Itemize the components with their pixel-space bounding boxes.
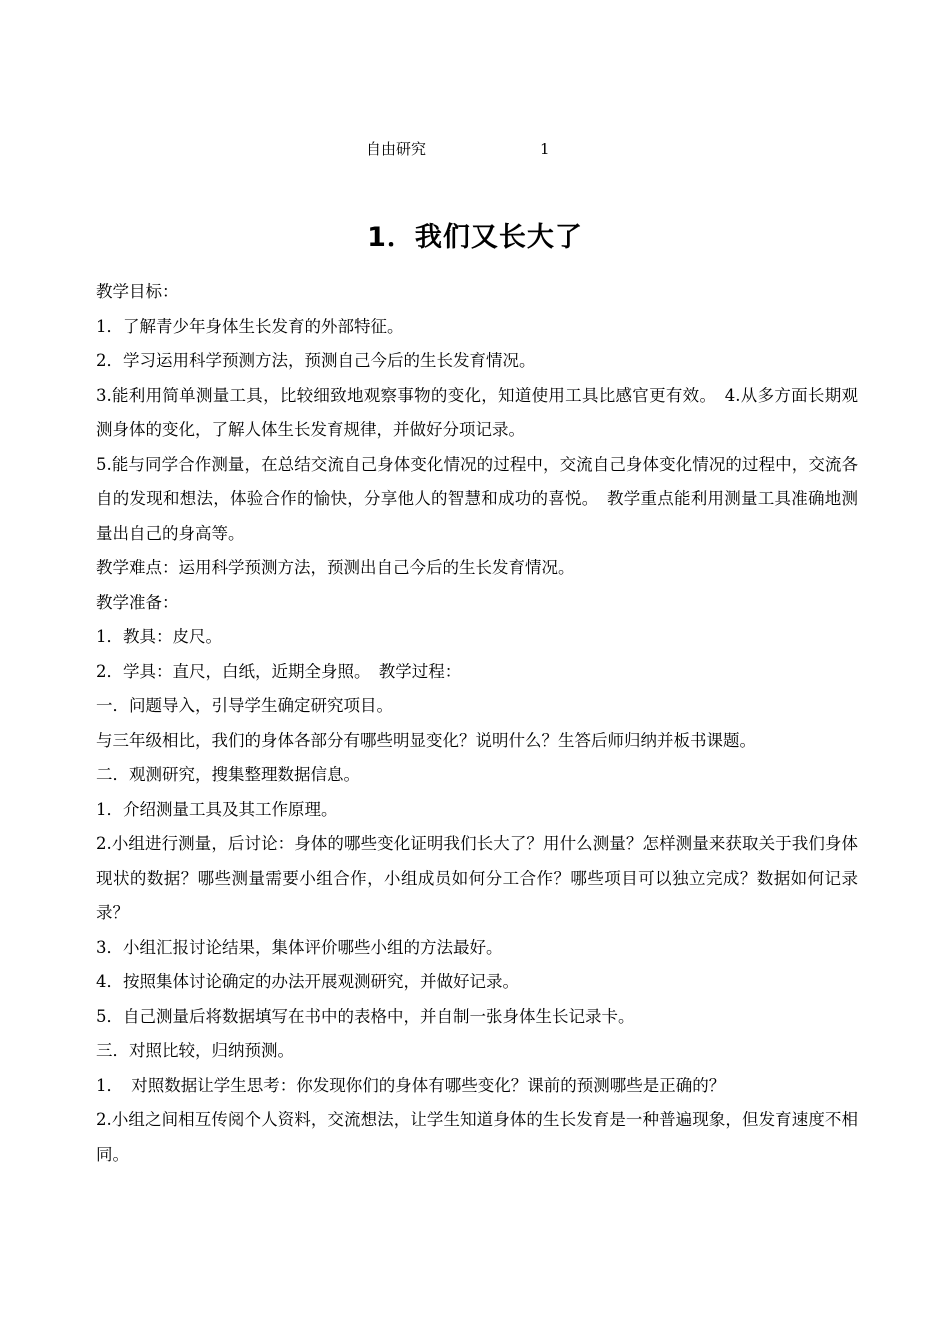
- header-label: 自由研究: [366, 140, 427, 158]
- paragraph: 教学目标：: [96, 282, 179, 301]
- paragraph: 5．自己测量后将数据填写在书中的表格中，并自制一张身体生长记录卡。: [96, 1006, 635, 1026]
- paragraph: 3.能利用简单测量工具，比较细致地观察事物的变化，知道使用工具比感官更有效。 4.从多方面长期观测身体的变化，了解人体生长发育规律，并做好分项记录。: [96, 385, 858, 439]
- paragraph: 与三年级相比，我们的身体各部分有哪些明显变化？说明什么？生答后师归纳并板书课题。: [96, 730, 756, 750]
- paragraph: 1． 对照数据让学生思考：你发现你们的身体有哪些变化？课前的预测哪些是正确的？: [96, 1075, 726, 1095]
- paragraph: 二．观测研究，搜集整理数据信息。: [96, 765, 360, 784]
- paragraph: 2．学习运用科学预测方法，预测自己今后的生长发育情况。: [96, 351, 536, 370]
- paragraph: 教学难点：运用科学预测方法，预测出自己今后的生长发育情况。: [96, 558, 575, 577]
- paragraph: 教学准备：: [96, 592, 179, 612]
- paragraph: 2．学具：直尺，白纸，近期全身照。 教学过程：: [96, 661, 462, 681]
- paragraph: 2.小组进行测量，后讨论：身体的哪些变化证明我们长大了？用什么测量？怎样测量来获取关于我们身体现状的数据？哪些测量需要小组合作，小组成员如何分工合作？哪些项目可以独立完成？数据如何记录录？: [96, 834, 858, 922]
- paragraph: 1．介绍测量工具及其工作原理。: [96, 799, 338, 819]
- document-body: [96, 275, 858, 1172]
- paragraph: 4．按照集体讨论确定的办法开展观测研究，并做好记录。: [96, 972, 519, 991]
- header-page-number: 1: [540, 140, 550, 158]
- page-title: 1．我们又长大了: [367, 222, 583, 253]
- paragraph: 3．小组汇报讨论结果，集体评价哪些小组的方法最好。: [96, 937, 503, 957]
- page-header: [366, 138, 550, 160]
- paragraph: 1．教具：皮尺。: [96, 627, 222, 646]
- paragraph: 一．问题导入，引导学生确定研究项目。: [96, 696, 393, 715]
- paragraph: 三．对照比较，归纳预测。: [96, 1041, 294, 1060]
- paragraph: 1．了解青少年身体生长发育的外部特征。: [96, 316, 404, 336]
- paragraph: 5.能与同学合作测量，在总结交流自己身体变化情况的过程中，交流自己身体变化情况的过程中，交流各自的发现和想法，体验合作的愉快，分享他人的智慧和成功的喜悦。 教学重点能利用测量工具准确地测量出自己的身高等。: [96, 454, 858, 543]
- paragraph: 2.小组之间相互传阅个人资料，交流想法，让学生知道身体的生长发育是一种普遍现象，但发育速度不相同。: [96, 1110, 858, 1164]
